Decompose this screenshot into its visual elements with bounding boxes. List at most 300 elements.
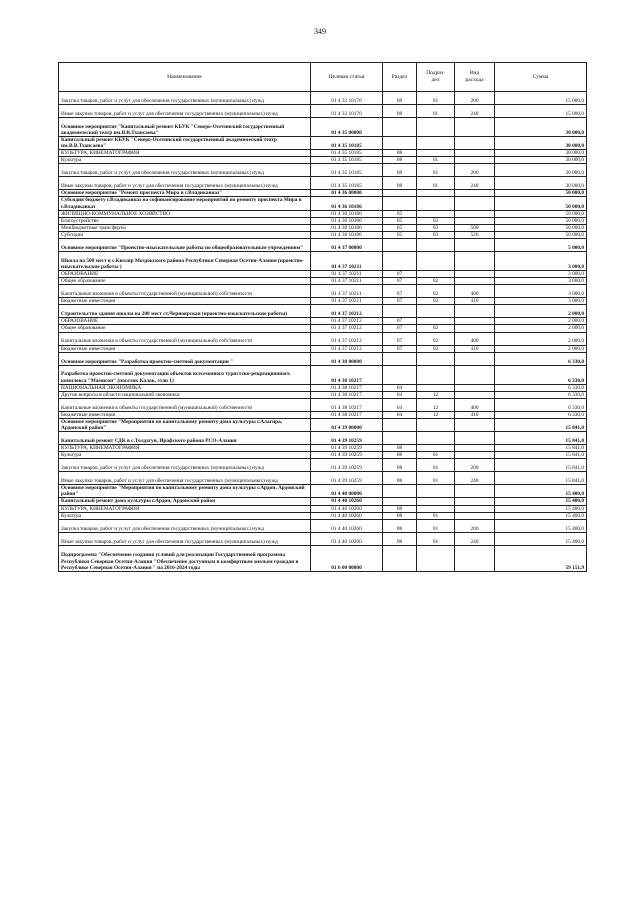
row-type: [455, 452, 495, 459]
row-sum: 6 330,0: [495, 411, 587, 418]
row-code: 01 4 37 10211: [311, 285, 383, 298]
row-subsection: [417, 365, 455, 384]
row-sum: 30 000,0: [495, 164, 587, 177]
row-type: [455, 325, 495, 332]
row-section: 07: [383, 325, 417, 332]
row-section: 04: [383, 398, 417, 411]
row-name: Школа на 500 мест в с.Кизляр Моздокского района Республики Северная Осетия-Алания (проектно-изыскательские работы ): [59, 252, 311, 271]
row-code: 01 4 38 10217: [311, 391, 383, 398]
row-name: Общее образование: [59, 278, 311, 285]
row-subsection: 03: [417, 231, 455, 238]
row-code: 01 4 35 10185: [311, 150, 383, 157]
row-name: Основное мероприятие "Капитальный ремонт КБУК "Северо-Осетинский государственный академический театр им.В.В.Тхапсаева": [59, 118, 311, 137]
row-type: 410: [455, 345, 495, 352]
row-section: 08: [383, 177, 417, 190]
row-subsection: 01: [417, 519, 455, 532]
row-name: КУЛЬТУРА, КИНЕМАТОГРАФИЯ: [59, 505, 311, 512]
row-section: 07: [383, 278, 417, 285]
row-subsection: 03: [417, 224, 455, 231]
row-code: 01 4 38 10217: [311, 398, 383, 411]
row-code: 01 4 38 10217: [311, 384, 383, 391]
table-row: [59, 105, 587, 118]
row-code: 01 4 36 10186: [311, 210, 383, 217]
row-sum: 15 400,0: [495, 532, 587, 545]
row-code: 01 4 39 10259: [311, 459, 383, 472]
row-subsection: 01: [417, 472, 455, 485]
row-code: 01 4 36 10186: [311, 197, 383, 210]
table-row: [59, 365, 587, 384]
row-code: 01 4 40 10260: [311, 498, 383, 505]
row-name: Общее образование: [59, 325, 311, 332]
row-type: [455, 391, 495, 398]
row-type: 400: [455, 285, 495, 298]
table-row: [59, 512, 587, 519]
table-row: [59, 298, 587, 305]
row-code: 01 4 33 10176: [311, 105, 383, 118]
header-subsection: Подраз- дел: [417, 63, 455, 92]
table-row: [59, 352, 587, 365]
table-row: [59, 217, 587, 224]
row-subsection: 01: [417, 92, 455, 105]
row-sum: 3 000,0: [495, 278, 587, 285]
row-sum: 2 000,0: [495, 332, 587, 345]
row-code: 01 6 00 00000: [311, 545, 383, 571]
row-name: Закупка товаров, работ и услуг для обеспечения государственных (муниципальных) нужд: [59, 459, 311, 472]
table-row: [59, 325, 587, 332]
row-name: Культура: [59, 512, 311, 519]
table-row: [59, 278, 587, 285]
row-name: Культура: [59, 452, 311, 459]
row-name: ОБРАЗОВАНИЕ: [59, 318, 311, 325]
row-section: 05: [383, 210, 417, 217]
row-type: 240: [455, 177, 495, 190]
row-subsection: 12: [417, 391, 455, 398]
page-number: 349: [314, 27, 326, 36]
table-row: [59, 391, 587, 398]
row-sum: 30 000,0: [495, 157, 587, 164]
row-name: Благоустройство: [59, 217, 311, 224]
row-type: [455, 197, 495, 210]
row-subsection: 02: [417, 285, 455, 298]
row-type: [455, 545, 495, 571]
table-row: [59, 271, 587, 278]
row-sum: 59 151,9: [495, 545, 587, 571]
row-type: [455, 384, 495, 391]
row-type: 240: [455, 532, 495, 545]
row-section: 08: [383, 532, 417, 545]
row-type: [455, 318, 495, 325]
row-sum: 15 400,0: [495, 519, 587, 532]
row-subsection: 12: [417, 398, 455, 411]
row-code: 01 4 37 10212: [311, 345, 383, 352]
table-row: [59, 452, 587, 459]
budget-table: [58, 62, 587, 572]
row-section: 08: [383, 459, 417, 472]
header-type: Вид расхода: [455, 63, 495, 92]
row-type: [455, 118, 495, 137]
row-sum: 50 000,0: [495, 197, 587, 210]
table-row: [59, 345, 587, 352]
row-name: Подпрограмма "Обеспечение создания условий для реализации Государственной программы Республики Северная Осетия-Алания "Обеспечение доступным и комфортным жильем граждан в Республике Северная Осетия-Алания " на 2016-2024 годы: [59, 545, 311, 571]
row-sum: 50 000,0: [495, 190, 587, 197]
row-section: 08: [383, 157, 417, 164]
row-type: 200: [455, 459, 495, 472]
header-section: Раздел: [383, 63, 417, 92]
row-subsection: 02: [417, 278, 455, 285]
row-sum: 15 841,0: [495, 445, 587, 452]
row-subsection: [417, 252, 455, 271]
row-type: [455, 512, 495, 519]
row-code: 01 4 37 10212: [311, 325, 383, 332]
row-sum: 2 000,0: [495, 345, 587, 352]
row-type: [455, 445, 495, 452]
row-sum: 50 000,0: [495, 231, 587, 238]
row-type: 500: [455, 224, 495, 231]
row-section: 07: [383, 345, 417, 352]
row-section: 07: [383, 318, 417, 325]
row-subsection: [417, 432, 455, 445]
table-row: [59, 318, 587, 325]
row-sum: 15 000,0: [495, 105, 587, 118]
row-name: Культура: [59, 157, 311, 164]
row-subsection: 01: [417, 177, 455, 190]
row-subsection: [417, 271, 455, 278]
table-header-row: [59, 63, 587, 92]
row-name: Иные закупки товаров, работ и услуг для обеспечения государственных (муниципальных) нужд: [59, 105, 311, 118]
row-code: 01 4 35 10185: [311, 177, 383, 190]
row-code: 01 4 40 10260: [311, 505, 383, 512]
row-name: Капитальный ремонт СДК в с.Толдзгун, Ирафского района РСО-Алания: [59, 432, 311, 445]
row-sum: 15 841,0: [495, 452, 587, 459]
row-section: 07: [383, 271, 417, 278]
row-section: [383, 545, 417, 571]
table-row: [59, 118, 587, 137]
row-name: Закупка товаров, работ и услуг для обеспечения государственных (муниципальных) нужд: [59, 92, 311, 105]
row-section: 08: [383, 164, 417, 177]
row-subsection: 02: [417, 298, 455, 305]
row-sum: 6 330,0: [495, 384, 587, 391]
row-section: [383, 305, 417, 318]
row-code: 01 4 35 00000: [311, 118, 383, 137]
row-code: 01 4 37 10211: [311, 278, 383, 285]
row-code: 01 4 39 10259: [311, 472, 383, 485]
row-type: [455, 150, 495, 157]
row-type: [455, 418, 495, 431]
row-section: 05: [383, 217, 417, 224]
table-row: [59, 472, 587, 485]
row-subsection: [417, 190, 455, 197]
row-code: 01 4 40 10260: [311, 532, 383, 545]
row-section: [383, 365, 417, 384]
row-subsection: [417, 498, 455, 505]
row-section: [383, 485, 417, 498]
row-type: [455, 217, 495, 224]
row-code: 01 4 39 10259: [311, 432, 383, 445]
row-sum: 6 330,0: [495, 391, 587, 398]
table-row: [59, 197, 587, 210]
row-subsection: [417, 118, 455, 137]
row-subsection: 01: [417, 459, 455, 472]
row-sum: 3 000,0: [495, 252, 587, 271]
row-sum: 2 000,0: [495, 325, 587, 332]
row-subsection: 01: [417, 452, 455, 459]
row-type: 240: [455, 105, 495, 118]
row-sum: 6 330,0: [495, 398, 587, 411]
row-type: 400: [455, 398, 495, 411]
row-section: [383, 252, 417, 271]
row-subsection: 02: [417, 325, 455, 332]
row-section: [383, 118, 417, 137]
table-row: [59, 164, 587, 177]
row-name: Строительство здания школы на 200 мест ст.Черноярская (проектно-изыскательские работы): [59, 305, 311, 318]
row-subsection: [417, 318, 455, 325]
row-type: [455, 365, 495, 384]
row-sum: 50 000,0: [495, 224, 587, 231]
row-code: 01 4 37 10211: [311, 271, 383, 278]
row-name: Межбюджетные трансферты: [59, 224, 311, 231]
table-row: [59, 332, 587, 345]
row-name: Основное мероприятие "Проектно-изыскательские работы по общеобразовательным учреждениям": [59, 239, 311, 252]
row-subsection: [417, 239, 455, 252]
row-type: 200: [455, 164, 495, 177]
row-sum: 30 000,0: [495, 177, 587, 190]
row-name: Разработка проектно-сметной документации объектов всесезонного туристско-рекреационного комплекса "Мамисон" (поселок Калак, этап 1): [59, 365, 311, 384]
row-name: Основное мероприятие "Мероприятия по капитальному ремонту дома культуры г.Алагира, Ардонский район": [59, 418, 311, 431]
row-subsection: 01: [417, 164, 455, 177]
row-section: 08: [383, 519, 417, 532]
row-section: [383, 498, 417, 505]
row-code: 01 4 36 10186: [311, 231, 383, 238]
row-code: 01 4 38 10217: [311, 411, 383, 418]
row-subsection: [417, 305, 455, 318]
row-sum: 15 400,0: [495, 498, 587, 505]
row-code: 01 4 40 10260: [311, 519, 383, 532]
row-sum: 30 000,0: [495, 150, 587, 157]
row-name: Бюджетные инвестиции: [59, 345, 311, 352]
row-type: [455, 157, 495, 164]
row-section: [383, 432, 417, 445]
table-row: [59, 92, 587, 105]
row-type: [455, 432, 495, 445]
table-row: [59, 190, 587, 197]
table-row: [59, 432, 587, 445]
row-sum: 15 400,0: [495, 485, 587, 498]
table-row: [59, 177, 587, 190]
row-sum: 15 400,0: [495, 505, 587, 512]
row-subsection: 01: [417, 532, 455, 545]
row-name: Бюджетные инвестиции: [59, 298, 311, 305]
table-row: [59, 519, 587, 532]
row-name: Капитальные вложения в объекты государственной (муниципальной) собственности: [59, 332, 311, 345]
row-type: [455, 271, 495, 278]
row-section: 05: [383, 224, 417, 231]
row-code: 01 4 36 10186: [311, 217, 383, 224]
header-sum: Сумма: [495, 63, 587, 92]
row-subsection: 01: [417, 512, 455, 519]
row-code: 01 4 33 10176: [311, 92, 383, 105]
row-subsection: [417, 197, 455, 210]
row-name: ЖИЛИЩНО-КОММУНАЛЬНОЕ ХОЗЯЙСТВО: [59, 210, 311, 217]
row-code: 01 4 39 00000: [311, 418, 383, 431]
table-row: [59, 239, 587, 252]
row-sum: 50 000,0: [495, 217, 587, 224]
row-type: [455, 305, 495, 318]
table-row: [59, 545, 587, 571]
row-sum: 3 000,0: [495, 285, 587, 298]
row-name: Другие вопросы в области национальной экономики: [59, 391, 311, 398]
row-type: [455, 498, 495, 505]
row-section: [383, 137, 417, 150]
row-code: 01 4 36 00000: [311, 190, 383, 197]
row-name: Субсидия бюджету г.Владикавказ на софинансирование мероприятий по ремонту проспекта Мира в г.Владикавказ: [59, 197, 311, 210]
row-subsection: [417, 545, 455, 571]
row-code: 01 4 37 10212: [311, 318, 383, 325]
table-row: [59, 137, 587, 150]
row-subsection: [417, 505, 455, 512]
row-sum: 2 000,0: [495, 318, 587, 325]
row-type: [455, 505, 495, 512]
header-name: Наименование: [59, 63, 311, 92]
row-section: 07: [383, 332, 417, 345]
row-subsection: [417, 418, 455, 431]
row-name: Иные закупки товаров, работ и услуг для обеспечения государственных (муниципальных) нужд: [59, 177, 311, 190]
row-section: [383, 418, 417, 431]
row-section: 07: [383, 285, 417, 298]
row-code: 01 4 37 10211: [311, 252, 383, 271]
row-section: 04: [383, 391, 417, 398]
row-sum: 30 000,0: [495, 118, 587, 137]
row-section: [383, 352, 417, 365]
row-code: 01 4 37 10212: [311, 332, 383, 345]
row-name: Основное мероприятие "Разработка проектно-сметной документации ": [59, 352, 311, 365]
row-sum: 3 000,0: [495, 271, 587, 278]
row-subsection: 12: [417, 411, 455, 418]
row-name: Бюджетные инвестиции: [59, 411, 311, 418]
row-name: Закупка товаров, работ и услуг для обеспечения государственных (муниципальных) нужд: [59, 164, 311, 177]
row-sum: 30 000,0: [495, 137, 587, 150]
row-code: 01 4 35 10185: [311, 157, 383, 164]
row-type: 520: [455, 231, 495, 238]
row-subsection: 01: [417, 105, 455, 118]
row-subsection: [417, 384, 455, 391]
row-section: 08: [383, 105, 417, 118]
row-code: 01 4 37 00000: [311, 239, 383, 252]
row-section: 08: [383, 512, 417, 519]
row-code: 01 4 39 10259: [311, 452, 383, 459]
row-subsection: [417, 352, 455, 365]
row-sum: 5 000,0: [495, 239, 587, 252]
header-code: Целевая статья: [311, 63, 383, 92]
row-section: 08: [383, 505, 417, 512]
row-sum: 15 000,0: [495, 92, 587, 105]
row-sum: 6 330,0: [495, 352, 587, 365]
row-sum: 2 000,0: [495, 305, 587, 318]
row-type: 200: [455, 519, 495, 532]
row-name: Капитальный ремонт дома культуры г.Ардон, Ардонский район: [59, 498, 311, 505]
row-subsection: [417, 137, 455, 150]
table-row: [59, 384, 587, 391]
table-row: [59, 210, 587, 217]
table-row: [59, 252, 587, 271]
row-name: Капитальный ремонт КБУК "Северо-Осетинский государственный академический театр им.В.В.Тхапсаева": [59, 137, 311, 150]
row-subsection: 02: [417, 345, 455, 352]
row-sum: 6 330,0: [495, 365, 587, 384]
row-section: 08: [383, 445, 417, 452]
row-subsection: [417, 150, 455, 157]
row-section: 07: [383, 298, 417, 305]
row-section: [383, 239, 417, 252]
row-code: 01 4 38 10217: [311, 365, 383, 384]
row-section: 08: [383, 452, 417, 459]
row-subsection: 01: [417, 157, 455, 164]
row-type: [455, 352, 495, 365]
row-section: [383, 190, 417, 197]
row-type: 200: [455, 92, 495, 105]
table-row: [59, 305, 587, 318]
row-section: 08: [383, 150, 417, 157]
row-type: [455, 210, 495, 217]
row-name: Основное мероприятие "Мероприятия по капитальному ремонту дома культуры г.Ардон, Ардонский район": [59, 485, 311, 498]
row-code: 01 4 36 10186: [311, 224, 383, 231]
table-row: [59, 398, 587, 411]
row-name: Капитальные вложения в объекты государственной (муниципальной) собственности: [59, 285, 311, 298]
table-row: [59, 150, 587, 157]
row-code: 01 4 35 10185: [311, 164, 383, 177]
row-subsection: 03: [417, 217, 455, 224]
table-row: [59, 224, 587, 231]
row-name: Иные закупки товаров, работ и услуг для обеспечения государственных (муниципальных) нужд: [59, 532, 311, 545]
row-sum: 3 000,0: [495, 298, 587, 305]
row-section: 08: [383, 92, 417, 105]
table-row: [59, 532, 587, 545]
row-type: [455, 278, 495, 285]
row-section: 08: [383, 472, 417, 485]
table-row: [59, 231, 587, 238]
row-type: 410: [455, 298, 495, 305]
row-sum: 15 841,0: [495, 459, 587, 472]
table-row: [59, 445, 587, 452]
row-type: [455, 239, 495, 252]
row-sum: 15 841,0: [495, 472, 587, 485]
row-section: 05: [383, 231, 417, 238]
row-sum: 15 841,0: [495, 418, 587, 431]
row-code: 01 4 37 10212: [311, 305, 383, 318]
row-code: 01 4 40 00000: [311, 485, 383, 498]
row-code: 01 4 38 00000: [311, 352, 383, 365]
row-type: 240: [455, 472, 495, 485]
row-name: НАЦИОНАЛЬНАЯ ЭКОНОМИКА: [59, 384, 311, 391]
row-name: КУЛЬТУРА, КИНЕМАТОГРАФИЯ: [59, 150, 311, 157]
row-code: 01 4 39 10259: [311, 445, 383, 452]
row-section: 04: [383, 384, 417, 391]
row-name: ОБРАЗОВАНИЕ: [59, 271, 311, 278]
row-name: КУЛЬТУРА, КИНЕМАТОГРАФИЯ: [59, 445, 311, 452]
row-section: 04: [383, 411, 417, 418]
row-type: 410: [455, 411, 495, 418]
table-row: [59, 459, 587, 472]
table-row: [59, 285, 587, 298]
row-name: Иные закупки товаров, работ и услуг для обеспечения государственных (муниципальных) нужд: [59, 472, 311, 485]
row-subsection: 02: [417, 332, 455, 345]
row-sum: 15 841,0: [495, 432, 587, 445]
row-name: Закупка товаров, работ и услуг для обеспечения государственных (муниципальных) нужд: [59, 519, 311, 532]
row-type: [455, 252, 495, 271]
table-row: [59, 157, 587, 164]
row-sum: 15 400,0: [495, 512, 587, 519]
row-name: Основное мероприятие "Ремонт проспекта Мира в г.Владикавказ": [59, 190, 311, 197]
table-row: [59, 498, 587, 505]
row-code: 01 4 40 10260: [311, 512, 383, 519]
